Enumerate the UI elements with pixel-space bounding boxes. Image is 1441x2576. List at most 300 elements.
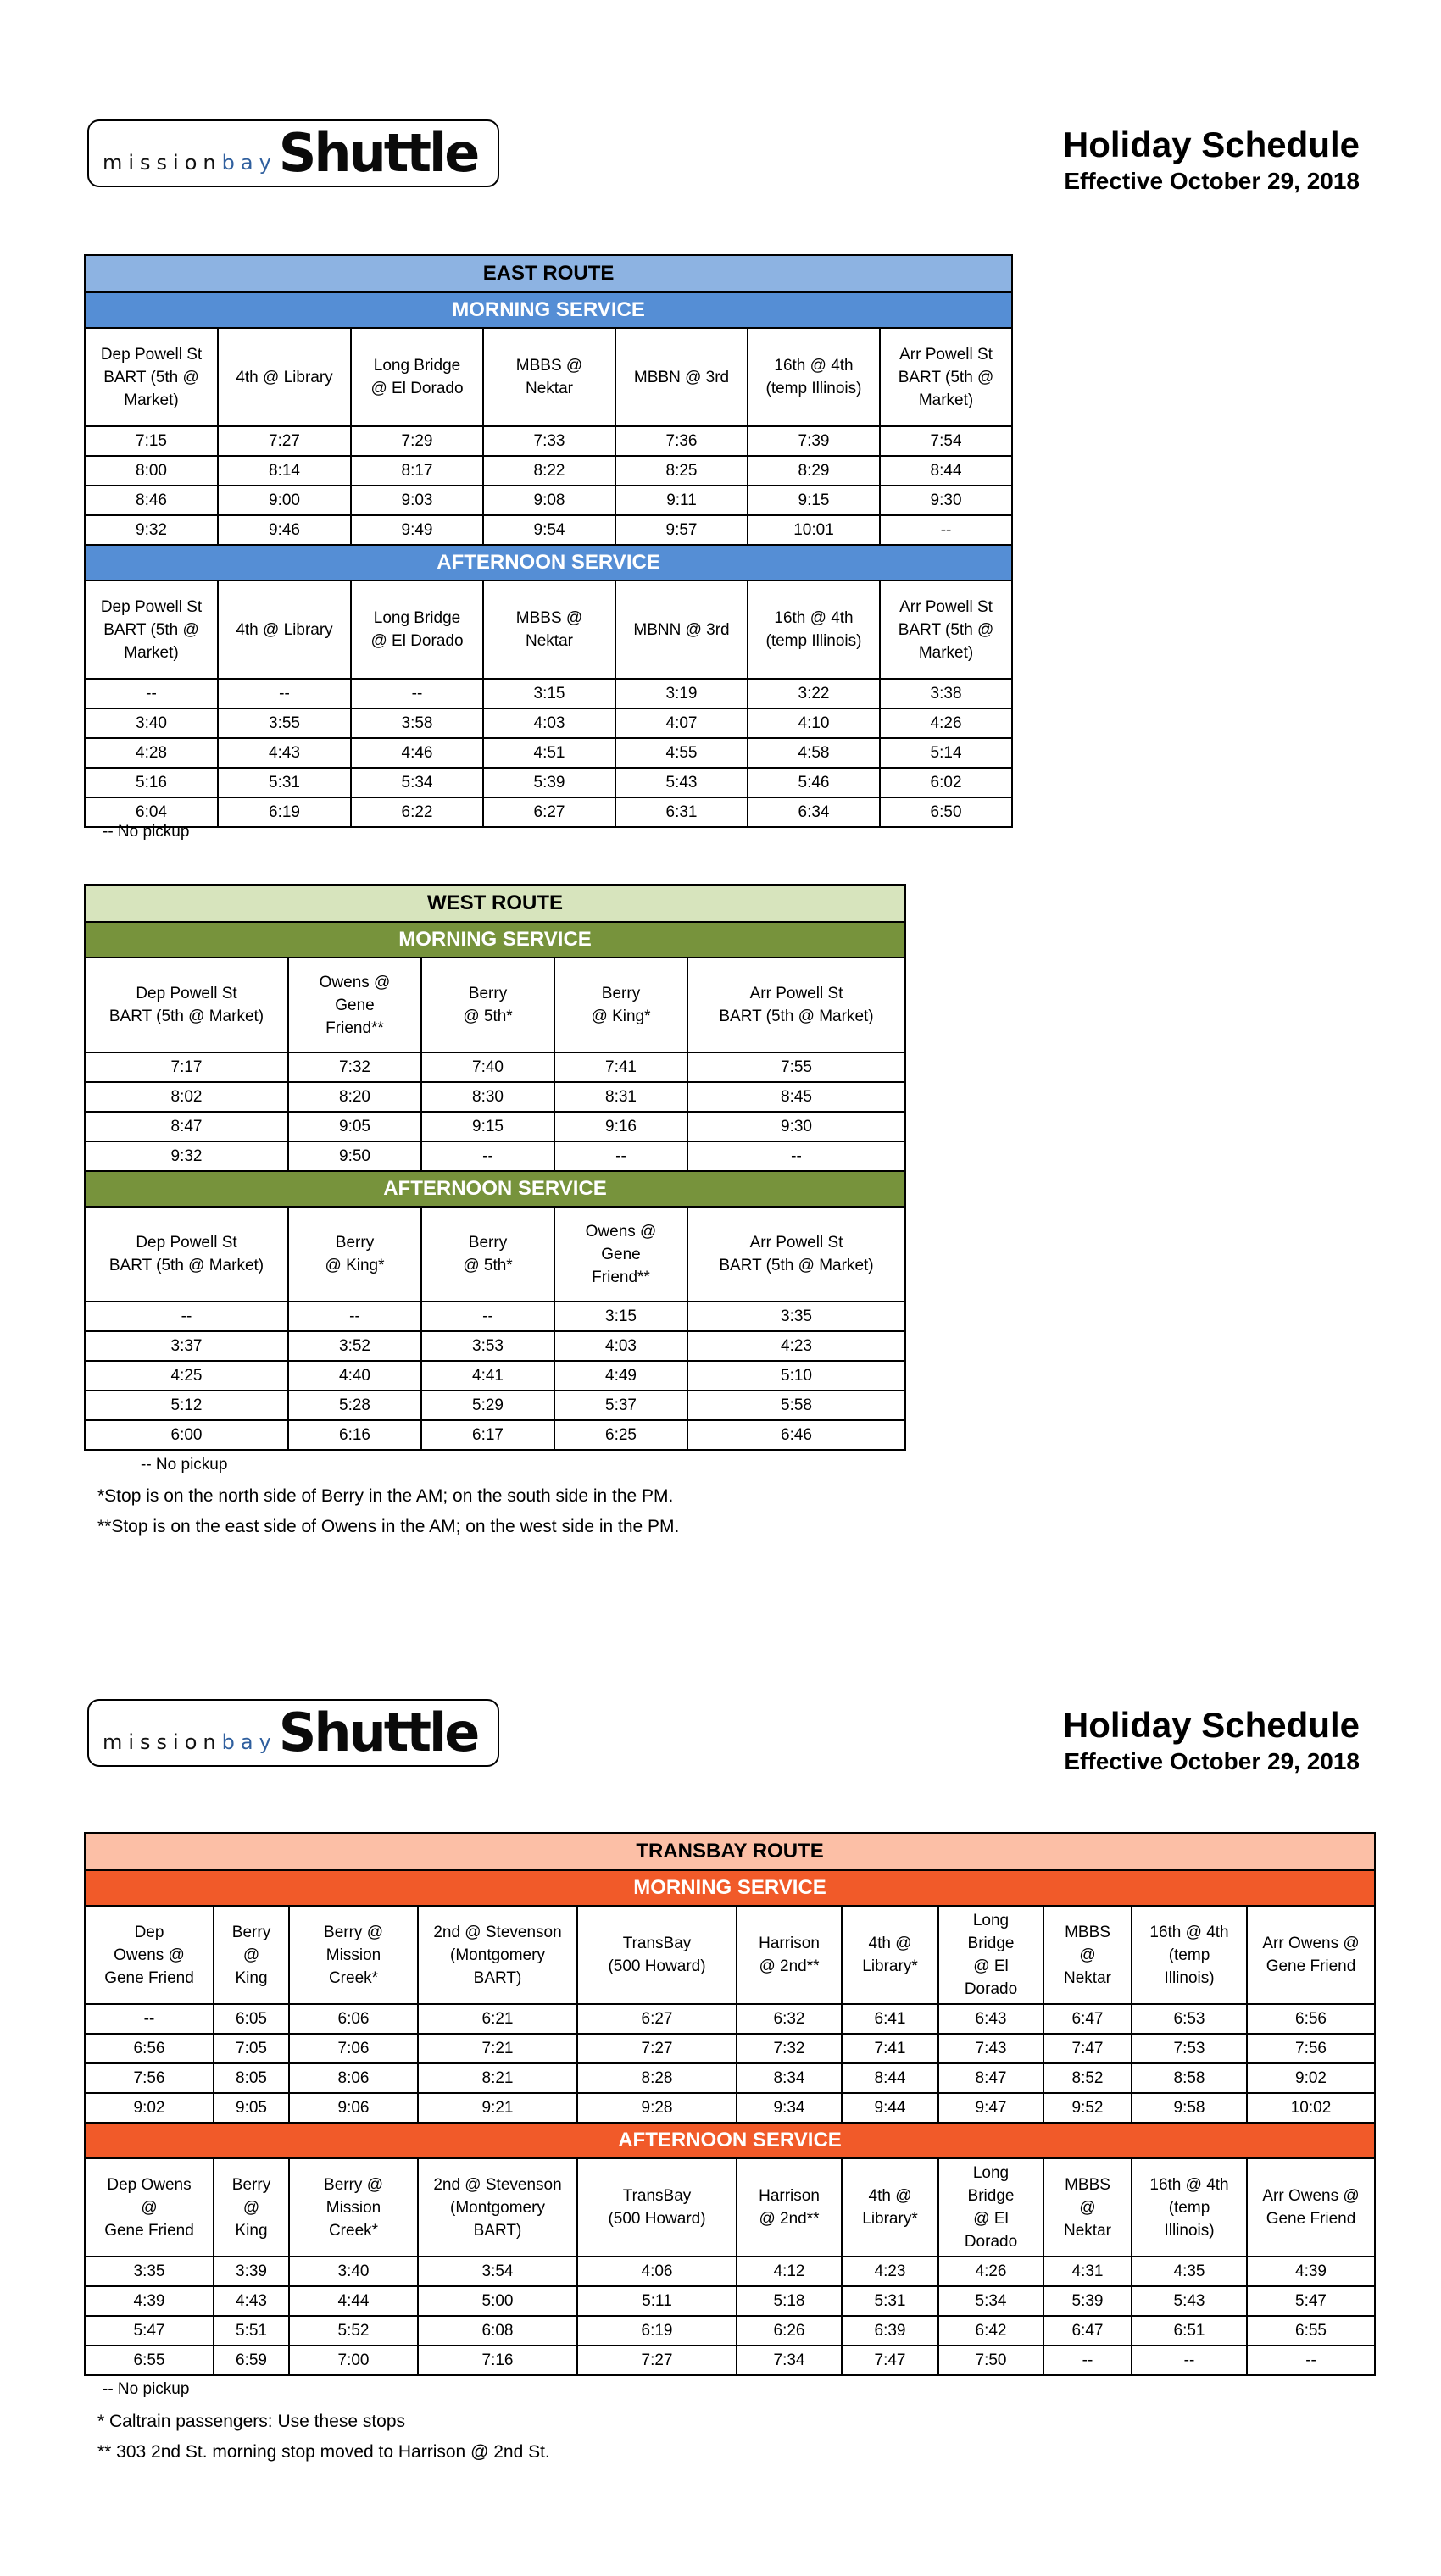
time-cell: 3:53 [421, 1331, 554, 1361]
time-cell: 7:41 [554, 1052, 687, 1082]
east-no-pickup-note: -- No pickup [103, 823, 190, 841]
time-cell: 7:27 [218, 426, 351, 456]
time-cell: 9:44 [842, 2093, 938, 2123]
time-cell: -- [288, 1302, 421, 1331]
column-header: 4th @ Library [218, 580, 351, 679]
transbay-route-table [84, 1832, 1376, 2376]
time-cell: 3:40 [289, 2257, 418, 2286]
time-cell: 7:00 [289, 2346, 418, 2375]
time-cell: 3:19 [615, 679, 748, 708]
time-cell: -- [687, 1141, 905, 1171]
time-cell: 5:31 [842, 2286, 938, 2316]
time-cell: 4:28 [85, 738, 218, 768]
west-morning-service-row [85, 922, 905, 958]
column-header: Dep Owens @ Gene Friend [85, 1906, 214, 2004]
table-row [85, 2346, 1375, 2375]
page-title: Holiday Schedule [1062, 125, 1360, 164]
time-cell: 9:50 [288, 1141, 421, 1171]
time-cell: 3:52 [288, 1331, 421, 1361]
time-cell: 4:44 [289, 2286, 418, 2316]
column-header: 16th @ 4th (temp Illinois) [1132, 2158, 1247, 2257]
time-cell: 7:56 [1247, 2034, 1375, 2063]
time-cell: 9:05 [214, 2093, 289, 2123]
time-cell: 7:27 [577, 2034, 737, 2063]
column-header: 4th @ Library [218, 328, 351, 426]
time-cell: 4:35 [1132, 2257, 1247, 2286]
time-cell: 3:15 [483, 679, 615, 708]
column-header: Dep Owens @ Gene Friend [85, 2158, 214, 2257]
time-cell: 6:50 [880, 797, 1012, 827]
time-cell: 3:37 [85, 1331, 288, 1361]
table-row [85, 2316, 1375, 2346]
west-morning-header-row [85, 958, 905, 1052]
table-row [85, 1082, 905, 1112]
time-cell: 7:33 [483, 426, 615, 456]
time-cell: 9:02 [85, 2093, 214, 2123]
west-morning-service-label: MORNING SERVICE [85, 922, 905, 958]
time-cell: 5:11 [577, 2286, 737, 2316]
column-header: Dep Powell St BART (5th @ Market) [85, 328, 218, 426]
column-header: Arr Powell St BART (5th @ Market) [880, 580, 1012, 679]
time-cell: 8:02 [85, 1082, 288, 1112]
table-row [85, 2257, 1375, 2286]
time-cell: 7:05 [214, 2034, 289, 2063]
time-cell: 7:29 [351, 426, 483, 456]
table-row [85, 2004, 1375, 2034]
time-cell: 8:25 [615, 456, 748, 486]
time-cell: 7:47 [842, 2346, 938, 2375]
logo-word-mission: mission [103, 1730, 222, 1754]
time-cell: 8:47 [85, 1112, 288, 1141]
column-header: Dep Powell St BART (5th @ Market) [85, 1207, 288, 1302]
table-row [85, 515, 1012, 545]
column-header: Berry @ Mission Creek* [289, 2158, 418, 2257]
time-cell: 5:00 [418, 2286, 577, 2316]
time-cell: 6:32 [737, 2004, 842, 2034]
column-header: MBBS @ Nektar [483, 580, 615, 679]
table-row [85, 708, 1012, 738]
effective-date-2: Effective October 29, 2018 [1064, 1748, 1360, 1774]
time-cell: 4:03 [483, 708, 615, 738]
time-cell: 9:30 [880, 486, 1012, 515]
time-cell: 8:44 [842, 2063, 938, 2093]
column-header: Berry @ King [214, 1906, 289, 2004]
time-cell: 4:39 [1247, 2257, 1375, 2286]
transbay-afternoon-service-label: AFTERNOON SERVICE [85, 2123, 1375, 2158]
time-cell: 4:23 [687, 1331, 905, 1361]
time-cell: 5:18 [737, 2286, 842, 2316]
time-cell: 7:17 [85, 1052, 288, 1082]
time-cell: 6:21 [418, 2004, 577, 2034]
column-header: TransBay (500 Howard) [577, 2158, 737, 2257]
time-cell: 7:43 [938, 2034, 1043, 2063]
east-morning-service-label: MORNING SERVICE [85, 292, 1012, 328]
time-cell: 7:54 [880, 426, 1012, 456]
page-header [1063, 124, 1360, 197]
column-header: 16th @ 4th (temp Illinois) [748, 580, 880, 679]
time-cell: 9:52 [1043, 2093, 1132, 2123]
time-cell: -- [218, 679, 351, 708]
time-cell: 9:57 [615, 515, 748, 545]
time-cell: 9:16 [554, 1112, 687, 1141]
time-cell: 6:27 [577, 2004, 737, 2034]
column-header: Harrison @ 2nd** [737, 2158, 842, 2257]
time-cell: 6:39 [842, 2316, 938, 2346]
time-cell: 9:15 [421, 1112, 554, 1141]
time-cell: 9:32 [85, 1141, 288, 1171]
transbay-harrison-footnote: ** 303 2nd St. morning stop moved to Harrison @ 2nd St. [97, 2442, 550, 2462]
time-cell: 5:43 [615, 768, 748, 797]
time-cell: 8:45 [687, 1082, 905, 1112]
time-cell: 10:01 [748, 515, 880, 545]
time-cell: 6:05 [214, 2004, 289, 2034]
time-cell: 7:36 [615, 426, 748, 456]
east-route-title: EAST ROUTE [85, 255, 1012, 292]
time-cell: 5:47 [85, 2316, 214, 2346]
column-header: Dep Powell St BART (5th @ Market) [85, 958, 288, 1052]
time-cell: 9:00 [218, 486, 351, 515]
column-header: Berry @ Mission Creek* [289, 1906, 418, 2004]
time-cell: 3:39 [214, 2257, 289, 2286]
table-row [85, 426, 1012, 456]
table-row [85, 2286, 1375, 2316]
time-cell: 9:46 [218, 515, 351, 545]
time-cell: 7:55 [687, 1052, 905, 1082]
time-cell: 7:53 [1132, 2034, 1247, 2063]
time-cell: 8:44 [880, 456, 1012, 486]
time-cell: 8:58 [1132, 2063, 1247, 2093]
table-row [85, 2093, 1375, 2123]
table-row [85, 456, 1012, 486]
time-cell: 3:55 [218, 708, 351, 738]
west-afternoon-header-row [85, 1207, 905, 1302]
time-cell: 4:06 [577, 2257, 737, 2286]
time-cell: 6:51 [1132, 2316, 1247, 2346]
time-cell: 5:37 [554, 1391, 687, 1420]
time-cell: 5:43 [1132, 2286, 1247, 2316]
time-cell: 3:58 [351, 708, 483, 738]
time-cell: 7:34 [737, 2346, 842, 2375]
time-cell: 7:15 [85, 426, 218, 456]
time-cell: 8:46 [85, 486, 218, 515]
time-cell: 8:34 [737, 2063, 842, 2093]
time-cell: 5:28 [288, 1391, 421, 1420]
column-header: 4th @ Library* [842, 2158, 938, 2257]
time-cell: 6:26 [737, 2316, 842, 2346]
column-header: 2nd @ Stevenson (Montgomery BART) [418, 1906, 577, 2004]
time-cell: 7:32 [737, 2034, 842, 2063]
time-cell: 9:15 [748, 486, 880, 515]
time-cell: 8:52 [1043, 2063, 1132, 2093]
logo-word-shuttle: Shuttle [278, 1702, 478, 1763]
transbay-morning-service-label: MORNING SERVICE [85, 1870, 1375, 1906]
time-cell: 9:34 [737, 2093, 842, 2123]
time-cell: 4:58 [748, 738, 880, 768]
transbay-caltrain-footnote: * Caltrain passengers: Use these stops [97, 2412, 406, 2431]
time-cell: 8:20 [288, 1082, 421, 1112]
time-cell: 5:39 [483, 768, 615, 797]
time-cell: 8:05 [214, 2063, 289, 2093]
table-row [85, 1112, 905, 1141]
table-row [85, 1052, 905, 1082]
time-cell: 6:16 [288, 1420, 421, 1450]
time-cell: 4:23 [842, 2257, 938, 2286]
time-cell: 3:38 [880, 679, 1012, 708]
column-header: Long Bridge @ El Dorado [351, 580, 483, 679]
time-cell: 9:32 [85, 515, 218, 545]
time-cell: 6:56 [1247, 2004, 1375, 2034]
column-header: 16th @ 4th (temp Illinois) [1132, 1906, 1247, 2004]
transbay-morning-service-row [85, 1870, 1375, 1906]
time-cell: -- [554, 1141, 687, 1171]
time-cell: 4:40 [288, 1361, 421, 1391]
logo-word-bay: bay [221, 1730, 277, 1754]
transbay-route-title: TRANSBAY ROUTE [85, 1833, 1375, 1870]
time-cell: -- [85, 679, 218, 708]
time-cell: 6:34 [748, 797, 880, 827]
time-cell: 3:40 [85, 708, 218, 738]
time-cell: 5:52 [289, 2316, 418, 2346]
mission-bay-shuttle-logo-2 [87, 1699, 499, 1767]
mission-bay-shuttle-logo [87, 119, 499, 187]
page-header-2 [1063, 1704, 1360, 1777]
time-cell: 6:27 [483, 797, 615, 827]
time-cell: 6:43 [938, 2004, 1043, 2034]
time-cell: 10:02 [1247, 2093, 1375, 2123]
east-afternoon-service-label: AFTERNOON SERVICE [85, 545, 1012, 580]
time-cell: 9:49 [351, 515, 483, 545]
time-cell: 6:46 [687, 1420, 905, 1450]
time-cell: 7:21 [418, 2034, 577, 2063]
time-cell: -- [421, 1302, 554, 1331]
column-header: Harrison @ 2nd** [737, 1906, 842, 2004]
time-cell: 6:47 [1043, 2316, 1132, 2346]
table-row [85, 1141, 905, 1171]
time-cell: 4:41 [421, 1361, 554, 1391]
time-cell: 6:55 [85, 2346, 214, 2375]
time-cell: 9:02 [1247, 2063, 1375, 2093]
west-no-pickup-note: -- No pickup [141, 1456, 228, 1474]
time-cell: 9:05 [288, 1112, 421, 1141]
time-cell: 4:10 [748, 708, 880, 738]
time-cell: 6:19 [577, 2316, 737, 2346]
west-route-title: WEST ROUTE [85, 885, 905, 922]
time-cell: 6:59 [214, 2346, 289, 2375]
table-row [85, 679, 1012, 708]
time-cell: 9:21 [418, 2093, 577, 2123]
time-cell: 5:46 [748, 768, 880, 797]
time-cell: 4:31 [1043, 2257, 1132, 2286]
time-cell: 9:30 [687, 1112, 905, 1141]
logo-word-shuttle: Shuttle [278, 122, 478, 184]
time-cell: 7:40 [421, 1052, 554, 1082]
time-cell: 5:10 [687, 1361, 905, 1391]
time-cell: -- [351, 679, 483, 708]
time-cell: 5:16 [85, 768, 218, 797]
column-header: Owens @ Gene Friend** [288, 958, 421, 1052]
west-berry-footnote: *Stop is on the north side of Berry in the AM; on the south side in the PM. [97, 1486, 674, 1506]
time-cell: 7:16 [418, 2346, 577, 2375]
time-cell: -- [1132, 2346, 1247, 2375]
time-cell: 5:29 [421, 1391, 554, 1420]
time-cell: 4:12 [737, 2257, 842, 2286]
transbay-afternoon-service-row [85, 2123, 1375, 2158]
column-header: Arr Owens @ Gene Friend [1247, 2158, 1375, 2257]
time-cell: 5:34 [938, 2286, 1043, 2316]
time-cell: 5:39 [1043, 2286, 1132, 2316]
east-route-table [84, 254, 1013, 828]
time-cell: 4:49 [554, 1361, 687, 1391]
west-afternoon-service-label: AFTERNOON SERVICE [85, 1171, 905, 1207]
time-cell: 6:06 [289, 2004, 418, 2034]
time-cell: 4:25 [85, 1361, 288, 1391]
column-header: Berry @ King* [288, 1207, 421, 1302]
time-cell: 8:31 [554, 1082, 687, 1112]
time-cell: 4:26 [938, 2257, 1043, 2286]
column-header: Long Bridge @ El Dorado [938, 1906, 1043, 2004]
time-cell: 5:58 [687, 1391, 905, 1420]
column-header: Long Bridge @ El Dorado [938, 2158, 1043, 2257]
time-cell: 6:19 [218, 797, 351, 827]
time-cell: 7:32 [288, 1052, 421, 1082]
effective-date: Effective October 29, 2018 [1064, 168, 1360, 194]
time-cell: 4:26 [880, 708, 1012, 738]
transbay-morning-header-row [85, 1906, 1375, 2004]
time-cell: 9:58 [1132, 2093, 1247, 2123]
column-header: Arr Owens @ Gene Friend [1247, 1906, 1375, 2004]
transbay-title-row [85, 1833, 1375, 1870]
time-cell: 4:39 [85, 2286, 214, 2316]
time-cell: 6:41 [842, 2004, 938, 2034]
time-cell: 8:22 [483, 456, 615, 486]
time-cell: 3:54 [418, 2257, 577, 2286]
time-cell: -- [880, 515, 1012, 545]
column-header: Berry @ King* [554, 958, 687, 1052]
west-title-row [85, 885, 905, 922]
time-cell: 6:55 [1247, 2316, 1375, 2346]
column-header: MBBS @ Nektar [483, 328, 615, 426]
time-cell: 4:55 [615, 738, 748, 768]
time-cell: 9:11 [615, 486, 748, 515]
column-header: MBNN @ 3rd [615, 580, 748, 679]
time-cell: 8:47 [938, 2063, 1043, 2093]
time-cell: 5:31 [218, 768, 351, 797]
time-cell: 7:27 [577, 2346, 737, 2375]
column-header: Dep Powell St BART (5th @ Market) [85, 580, 218, 679]
time-cell: 8:30 [421, 1082, 554, 1112]
east-afternoon-service-row [85, 545, 1012, 580]
time-cell: 4:43 [214, 2286, 289, 2316]
east-morning-service-row [85, 292, 1012, 328]
time-cell: 7:50 [938, 2346, 1043, 2375]
table-row [85, 2034, 1375, 2063]
column-header: TransBay (500 Howard) [577, 1906, 737, 2004]
time-cell: 8:28 [577, 2063, 737, 2093]
logo-word-bay: bay [221, 151, 277, 175]
time-cell: -- [1247, 2346, 1375, 2375]
column-header: Arr Powell St BART (5th @ Market) [880, 328, 1012, 426]
column-header: Owens @ Gene Friend** [554, 1207, 687, 1302]
time-cell: 4:43 [218, 738, 351, 768]
time-cell: 3:35 [85, 2257, 214, 2286]
column-header: Arr Powell St BART (5th @ Market) [687, 958, 905, 1052]
time-cell: -- [85, 1302, 288, 1331]
column-header: 4th @ Library* [842, 1906, 938, 2004]
page-title-2: Holiday Schedule [1062, 1705, 1360, 1745]
time-cell: -- [85, 2004, 214, 2034]
transbay-afternoon-header-row [85, 2158, 1375, 2257]
time-cell: 9:54 [483, 515, 615, 545]
east-title-row [85, 255, 1012, 292]
time-cell: 3:35 [687, 1302, 905, 1331]
time-cell: 5:14 [880, 738, 1012, 768]
time-cell: 3:22 [748, 679, 880, 708]
time-cell: 5:34 [351, 768, 483, 797]
column-header: Arr Powell St BART (5th @ Market) [687, 1207, 905, 1302]
time-cell: 3:15 [554, 1302, 687, 1331]
east-afternoon-header-row [85, 580, 1012, 679]
table-row [85, 797, 1012, 827]
time-cell: -- [1043, 2346, 1132, 2375]
time-cell: 6:53 [1132, 2004, 1247, 2034]
time-cell: 7:56 [85, 2063, 214, 2093]
column-header: Berry @ King [214, 2158, 289, 2257]
time-cell: 5:51 [214, 2316, 289, 2346]
time-cell: 6:56 [85, 2034, 214, 2063]
column-header: Long Bridge @ El Dorado [351, 328, 483, 426]
logo-word-mission: mission [103, 151, 222, 175]
table-row [85, 1331, 905, 1361]
time-cell: 4:51 [483, 738, 615, 768]
time-cell: 9:47 [938, 2093, 1043, 2123]
time-cell: 9:08 [483, 486, 615, 515]
table-row [85, 1361, 905, 1391]
time-cell: 6:31 [615, 797, 748, 827]
time-cell: 7:06 [289, 2034, 418, 2063]
west-route-table [84, 884, 906, 1451]
column-header: MBBN @ 3rd [615, 328, 748, 426]
time-cell: 8:29 [748, 456, 880, 486]
time-cell: 9:03 [351, 486, 483, 515]
table-row [85, 486, 1012, 515]
time-cell: 4:46 [351, 738, 483, 768]
time-cell: -- [421, 1141, 554, 1171]
time-cell: 6:25 [554, 1420, 687, 1450]
east-morning-header-row [85, 328, 1012, 426]
time-cell: 6:02 [880, 768, 1012, 797]
column-header: Berry @ 5th* [421, 1207, 554, 1302]
time-cell: 6:22 [351, 797, 483, 827]
time-cell: 6:08 [418, 2316, 577, 2346]
column-header: 16th @ 4th (temp Illinois) [748, 328, 880, 426]
table-row [85, 1302, 905, 1331]
time-cell: 8:21 [418, 2063, 577, 2093]
time-cell: 6:00 [85, 1420, 288, 1450]
table-row [85, 2063, 1375, 2093]
transbay-no-pickup-note: -- No pickup [103, 2380, 190, 2398]
time-cell: 4:03 [554, 1331, 687, 1361]
table-row [85, 738, 1012, 768]
time-cell: 9:06 [289, 2093, 418, 2123]
west-owens-footnote: **Stop is on the east side of Owens in the AM; on the west side in the PM. [97, 1517, 680, 1536]
table-row [85, 1420, 905, 1450]
table-row [85, 1391, 905, 1420]
time-cell: 6:04 [85, 797, 218, 827]
time-cell: 8:17 [351, 456, 483, 486]
time-cell: 8:14 [218, 456, 351, 486]
time-cell: 7:47 [1043, 2034, 1132, 2063]
time-cell: 8:00 [85, 456, 218, 486]
